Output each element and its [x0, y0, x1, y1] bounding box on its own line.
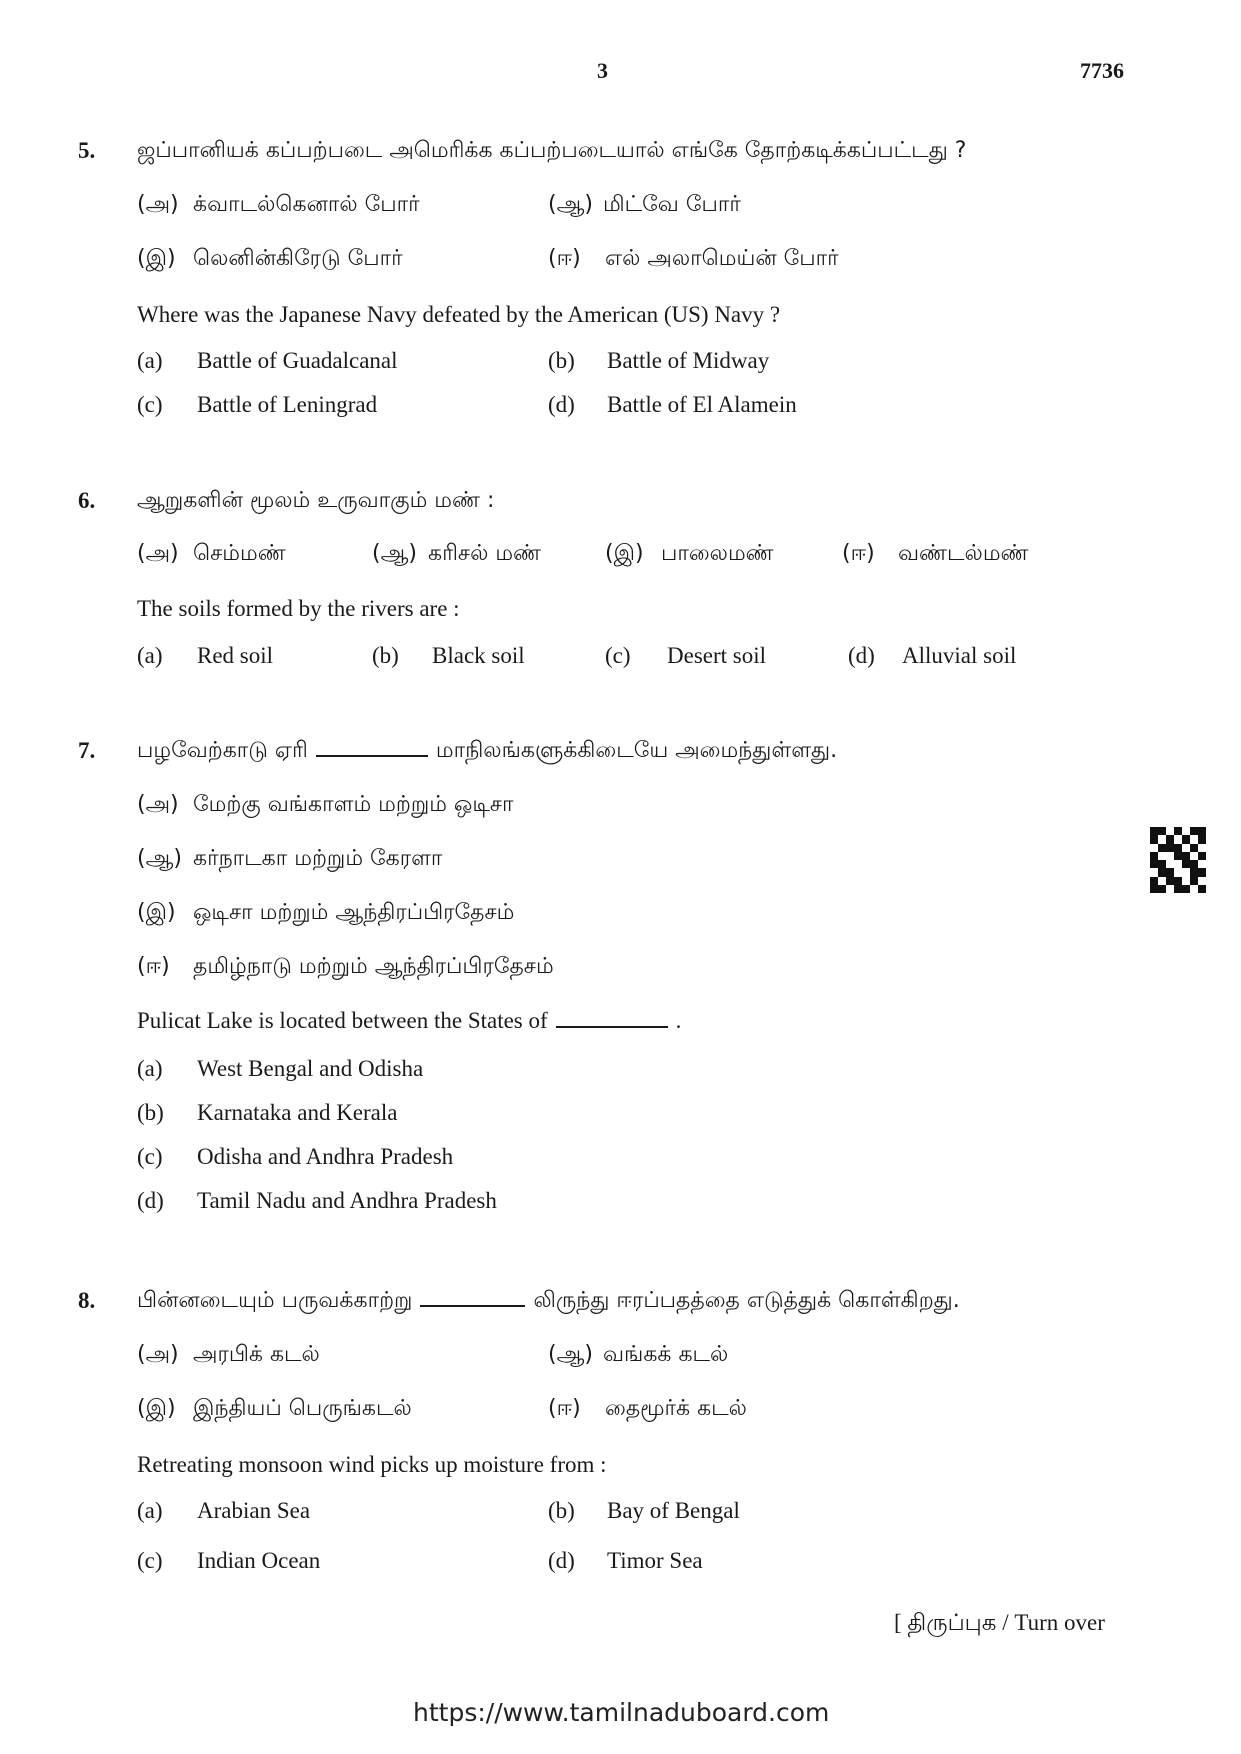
question-number: 8.: [78, 1288, 96, 1313]
option-text: Battle of El Alamein: [607, 392, 797, 417]
option-label-tamil: (ஈ): [842, 541, 875, 566]
option-text: Black soil: [432, 643, 525, 668]
question-text-part: பின்னடையும் பருவக்காற்று: [137, 1288, 413, 1313]
option-text: Odisha and Andhra Pradesh: [197, 1144, 454, 1169]
option-label: (c): [137, 1548, 163, 1573]
question-text-tamil: ஆறுகளின் மூலம் உருவாகும் மண் :: [137, 488, 495, 513]
option-label-tamil: (ஆ): [548, 192, 593, 217]
option-label: (a): [137, 1498, 163, 1523]
question-text-part: லிருந்து ஈரப்பதத்தை எடுத்துக் கொள்கிறது.: [533, 1288, 960, 1313]
option-label: (c): [605, 643, 631, 668]
option-label-tamil: (அ): [137, 1342, 179, 1367]
option-label: (b): [372, 643, 399, 668]
option-label: (c): [137, 392, 163, 417]
question-text-part: .: [675, 1008, 682, 1033]
option-label: (a): [137, 348, 163, 373]
option-text-tamil: எல் அலாமெய்ன் போர்: [605, 246, 839, 271]
option-text: Desert soil: [667, 643, 767, 668]
question-text-part: மாநிலங்களுக்கிடையே அமைந்துள்ளது.: [435, 738, 838, 763]
option-text: Alluvial soil: [902, 643, 1017, 668]
option-label-tamil: (அ): [137, 192, 179, 217]
option-text-tamil: கரிசல் மண்: [428, 541, 542, 566]
question-text-english: Retreating monsoon wind picks up moisture from :: [137, 1452, 607, 1477]
option-label-tamil: (ஆ): [548, 1342, 593, 1367]
option-label: (b): [137, 1100, 164, 1125]
option-text: Battle of Leningrad: [197, 392, 378, 417]
fill-in-blank: [316, 753, 428, 757]
question-number: 5.: [78, 138, 96, 163]
option-text-tamil: கர்நாடகா மற்றும் கேரளா: [193, 846, 443, 871]
option-label-tamil: (இ): [605, 541, 644, 566]
question-text-tamil: ஜப்பானியக் கப்பற்படை அமெரிக்க கப்பற்படையால் எங்கே தோற்கடிக்கப்பட்டது ?: [137, 138, 967, 163]
fill-in-blank: [556, 1024, 668, 1028]
option-text-tamil: மேற்கு வங்காளம் மற்றும் ஒடிசா: [193, 792, 514, 817]
option-label: (a): [137, 1056, 163, 1081]
option-text-tamil: பாலைமண்: [661, 541, 774, 566]
option-text-tamil: ஒடிசா மற்றும் ஆந்திரப்பிரதேசம்: [193, 900, 515, 925]
option-text-tamil: அரபிக் கடல்: [193, 1342, 320, 1367]
option-label-tamil: (ஈ): [548, 1396, 581, 1421]
option-label: (a): [137, 643, 163, 668]
option-text-tamil: வண்டல்மண்: [898, 541, 1029, 566]
option-label: (d): [848, 643, 875, 668]
option-label: (c): [137, 1144, 163, 1169]
option-text: Bay of Bengal: [607, 1498, 740, 1523]
option-text: Indian Ocean: [197, 1548, 321, 1573]
option-label-tamil: (அ): [137, 541, 179, 566]
option-text: Tamil Nadu and Andhra Pradesh: [197, 1188, 497, 1213]
question-number: 6.: [78, 488, 96, 513]
option-text-tamil: மிட்வே போர்: [603, 192, 741, 217]
question-text-english: Where was the Japanese Navy defeated by the American (US) Navy ?: [137, 302, 781, 327]
option-label-tamil: (இ): [137, 246, 176, 271]
option-text-tamil: தமிழ்நாடு மற்றும் ஆந்திரப்பிரதேசம்: [193, 954, 554, 979]
option-label-tamil: (இ): [137, 900, 176, 925]
option-text: Arabian Sea: [197, 1498, 311, 1523]
page-number: 3: [597, 58, 608, 83]
option-text: Karnataka and Kerala: [197, 1100, 398, 1125]
option-text-tamil: இந்தியப் பெருங்கடல்: [193, 1396, 412, 1421]
option-text: Battle of Guadalcanal: [197, 348, 398, 373]
option-label-tamil: (அ): [137, 792, 179, 817]
option-label: (b): [548, 348, 575, 373]
option-label-tamil: (ஆ): [137, 846, 182, 871]
option-label: (d): [548, 392, 575, 417]
fill-in-blank: [420, 1303, 525, 1307]
option-text: Red soil: [197, 643, 274, 668]
option-label: (b): [548, 1498, 575, 1523]
qr-code: [1150, 827, 1206, 893]
question-number: 7.: [78, 738, 96, 763]
question-text-part: பழவேற்காடு ஏரி: [137, 738, 308, 763]
option-label-tamil: (ஆ): [372, 541, 417, 566]
question-text-english: The soils formed by the rivers are :: [137, 596, 460, 621]
option-text-tamil: தைமூர்க் கடல்: [605, 1396, 747, 1421]
option-text: Battle of Midway: [607, 348, 770, 373]
option-label: (d): [137, 1188, 164, 1213]
option-text: Timor Sea: [607, 1548, 703, 1573]
question-text-tamil: [137, 1288, 960, 1316]
website-url[interactable]: https://www.tamilnaduboard.com: [413, 1698, 830, 1727]
option-text: West Bengal and Odisha: [197, 1056, 424, 1081]
option-label: (d): [548, 1548, 575, 1573]
paper-code: 7736: [1080, 58, 1124, 83]
option-text-tamil: செம்மண்: [193, 541, 286, 566]
option-label-tamil: (ஈ): [137, 954, 170, 979]
option-label-tamil: (ஈ): [548, 246, 581, 271]
question-text-tamil: [137, 738, 837, 766]
turn-over-note: [ திருப்புக / Turn over: [894, 1610, 1105, 1635]
question-text-part: Pulicat Lake is located between the States of: [137, 1008, 548, 1033]
option-text-tamil: வங்கக் கடல்: [603, 1342, 729, 1367]
option-label-tamil: (இ): [137, 1396, 176, 1421]
question-text-english: [137, 1008, 681, 1034]
option-text-tamil: லெனின்கிரேடு போர்: [193, 246, 403, 271]
option-text-tamil: க்வாடல்கெனால் போர்: [193, 192, 420, 217]
